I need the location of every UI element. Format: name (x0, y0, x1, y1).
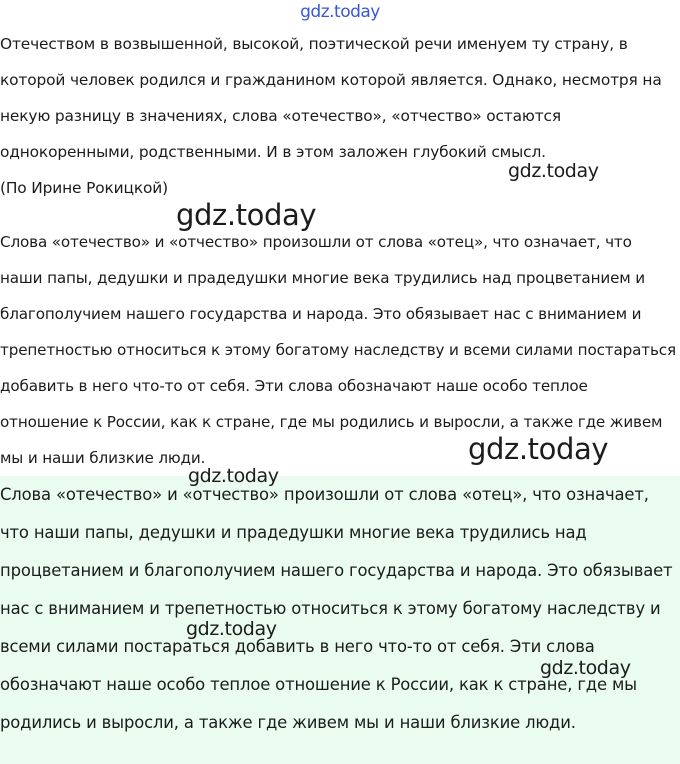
watermark: gdz.today (188, 465, 279, 487)
source-attribution: (По Ирине Рокицкой) (0, 179, 168, 197)
highlighted-answer-block (0, 476, 678, 742)
watermark: gdz.today (540, 657, 631, 679)
watermark: gdz.today (186, 618, 277, 640)
watermark: gdz.today (508, 160, 599, 182)
highlighted-answer-paragraph: Слова «отечество» и «отчество» произошли от слова «отец», что означает, что наши папы, дедушки и прадедушки многие века трудились над процветанием и благополучием нашего государства и народа. Это обязывает нас с вниманием и трепетностью относиться к этому богатому наследству и всеми силами постараться добавить в него что-то от себя. Эти слова обозначают наше особо теплое отношение к России, как к стране, где мы родились и выросли, а также где живем мы и наши близкие люди. (0, 485, 673, 732)
watermark: gdz.today (176, 198, 317, 232)
site-logo[interactable]: gdz.today (300, 2, 380, 22)
answer-paragraph: Слова «отечество» и «отчество» произошли от слова «отец», что означает, что наши папы, дедушки и прадедушки многие века трудились над процветанием и благополучием нашего государства и народа. Это обязывает нас с вниманием и трепетностью относиться к этому богатому наследству и всеми силами постараться добавить в него что-то от себя. Эти слова обозначают наше особо теплое отношение к России, как к стране, где мы родились и выросли, а также где живем мы и наши близкие люди. (0, 233, 676, 467)
watermark: gdz.today (468, 432, 609, 466)
original-paragraph: Отечеством в возвышенной, высокой, поэтической речи именуем ту страну, в которой человек родился и гражданином которой является. Однако, несмотря на некую разницу в значениях, слова «отечество», «отчество» остаются однокоренными, родственными. И в этом заложен глубокий смысл. (0, 35, 662, 161)
